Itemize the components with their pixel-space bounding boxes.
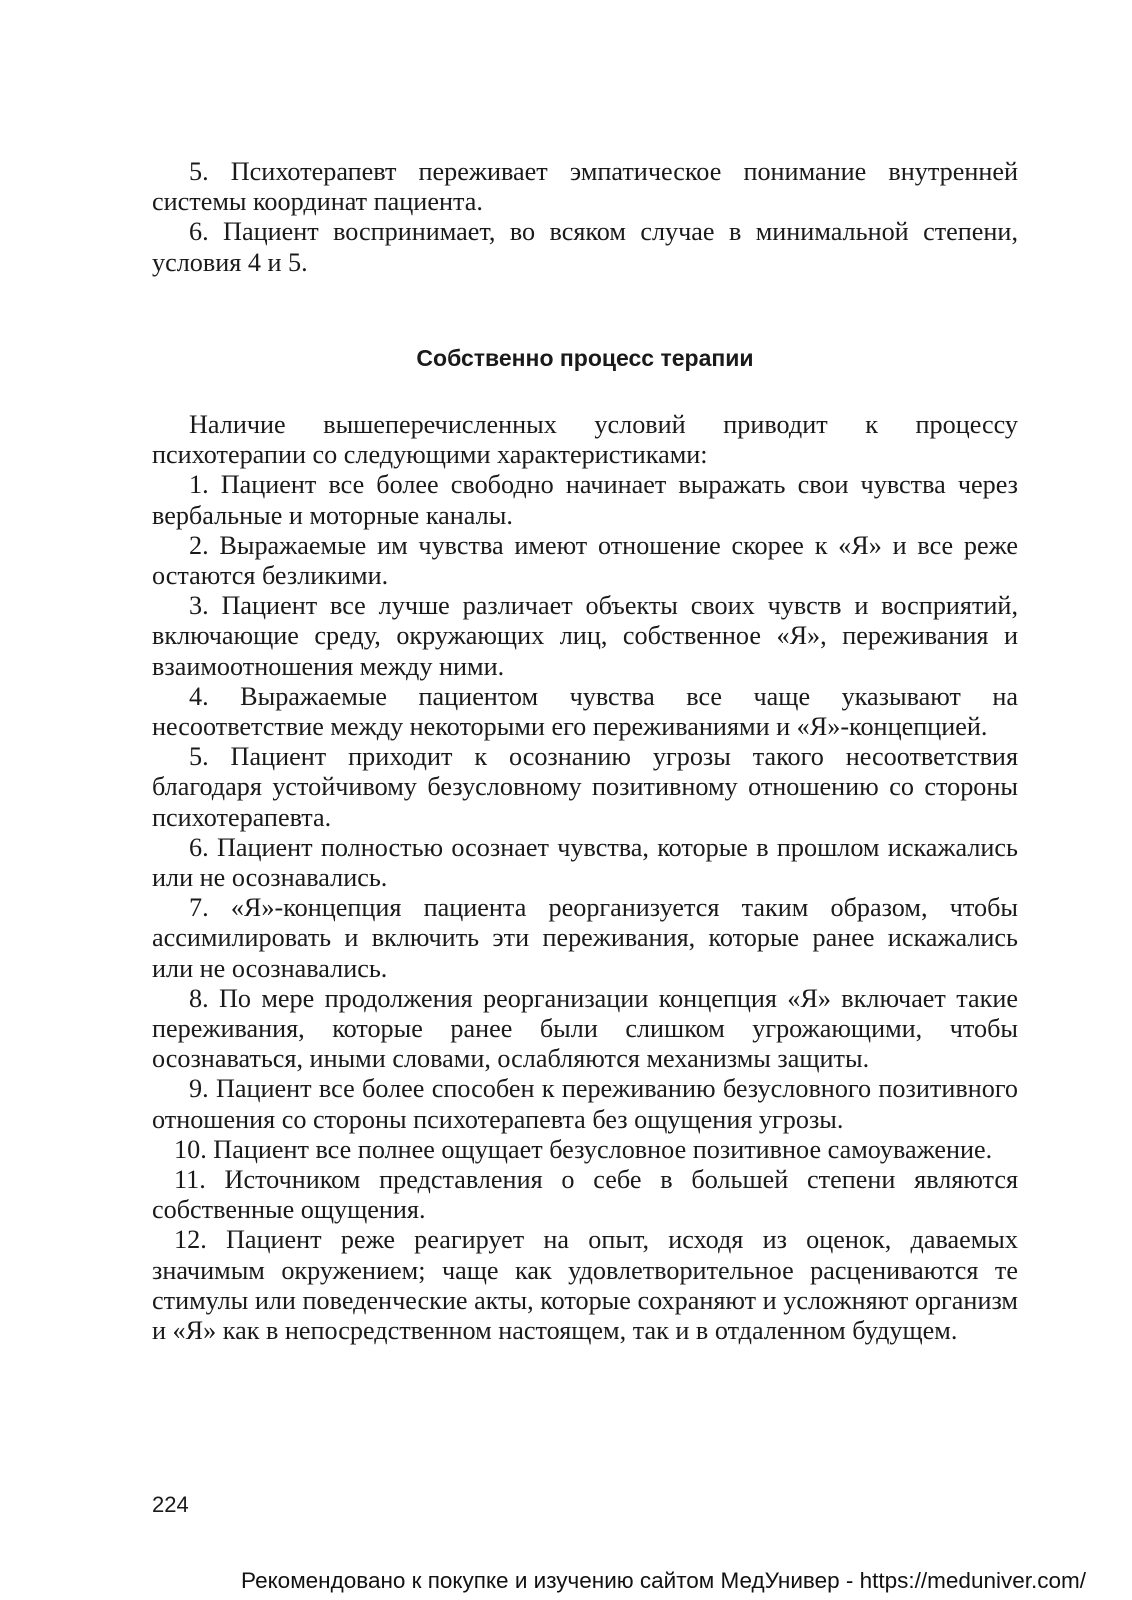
section-body xyxy=(152,410,1018,1346)
list-item-1: 1. Пациент все более свободно начинает выражать свои чувства через вербальные и моторные каналы. xyxy=(152,470,1018,530)
list-item-9: 9. Пациент все более способен к переживанию безусловного позитивного отношения со стороны психотерапевта без ощущения угрозы. xyxy=(152,1074,1018,1134)
list-item-4: 4. Выражаемые пациентом чувства все чаще указывают на несоответствие между некоторыми его переживаниями и «Я»-концепцией. xyxy=(152,681,1018,742)
intro-item-6: 6. Пациент воспринимает, во всяком случае в минимальной степени, условия 4 и 5. xyxy=(152,217,1018,277)
page-number: 224 xyxy=(152,1492,189,1517)
intro-item-5: 5. Психотерапевт переживает эмпатическое понимание внутренней системы координат пациента. xyxy=(152,157,1018,217)
page-body xyxy=(152,157,1018,1346)
list-item-10: 10. Пациент все полнее ощущает безусловное позитивное самоуважение. xyxy=(174,1134,993,1164)
list-item-3: 3. Пациент все лучше различает объекты своих чувств и восприятий, включающие среду, окружающих лиц, собственное «Я», переживания и взаимоотношения между ними. xyxy=(152,591,1018,681)
list-item-7: 7. «Я»-концепция пациента реорганизуется таким образом, чтобы ассимилировать и включить эти переживания, которые ранее искажались или не осознавались. xyxy=(152,893,1018,983)
list-item-12: 12. Пациент реже реагирует на опыт, исходя из оценок, даваемых значимым окружением; чаще как удовлетворительное расцениваются те стимулы или поведенческие акты, которые сохраняют и усложняют организм и «Я» как в непосредственном настоящем, так и в отдаленном будущем. xyxy=(152,1225,1018,1346)
list-item-11: 11. Источником представления о себе в большей степени являются собственные ощущения. xyxy=(152,1165,1018,1225)
section-lead: Наличие вышеперечисленных условий приводит к процессу психотерапии со следующими характеристиками: xyxy=(152,410,1018,470)
list-item-2: 2. Выражаемые им чувства имеют отношение скорее к «Я» и все реже остаются безликими. xyxy=(152,530,1018,591)
list-item-6: 6. Пациент полностью осознает чувства, которые в прошлом искажались или не осознавались. xyxy=(152,832,1018,893)
section-heading: Собственно процесс терапии xyxy=(416,345,754,371)
footer-recommendation: Рекомендовано к покупке и изучению сайтом МедУнивер - https://meduniver.com/ xyxy=(241,1568,1086,1593)
list-item-5: 5. Пациент приходит к осознанию угрозы такого несоответствия благодаря устойчивому безусловному позитивному отношению со стороны психотерапевта. xyxy=(152,742,1018,832)
list-item-8: 8. По мере продолжения реорганизации концепция «Я» включает такие переживания, которые ранее были слишком угрожающими, чтобы осознаваться, иными словами, ослабляются механизмы защиты. xyxy=(152,983,1018,1074)
